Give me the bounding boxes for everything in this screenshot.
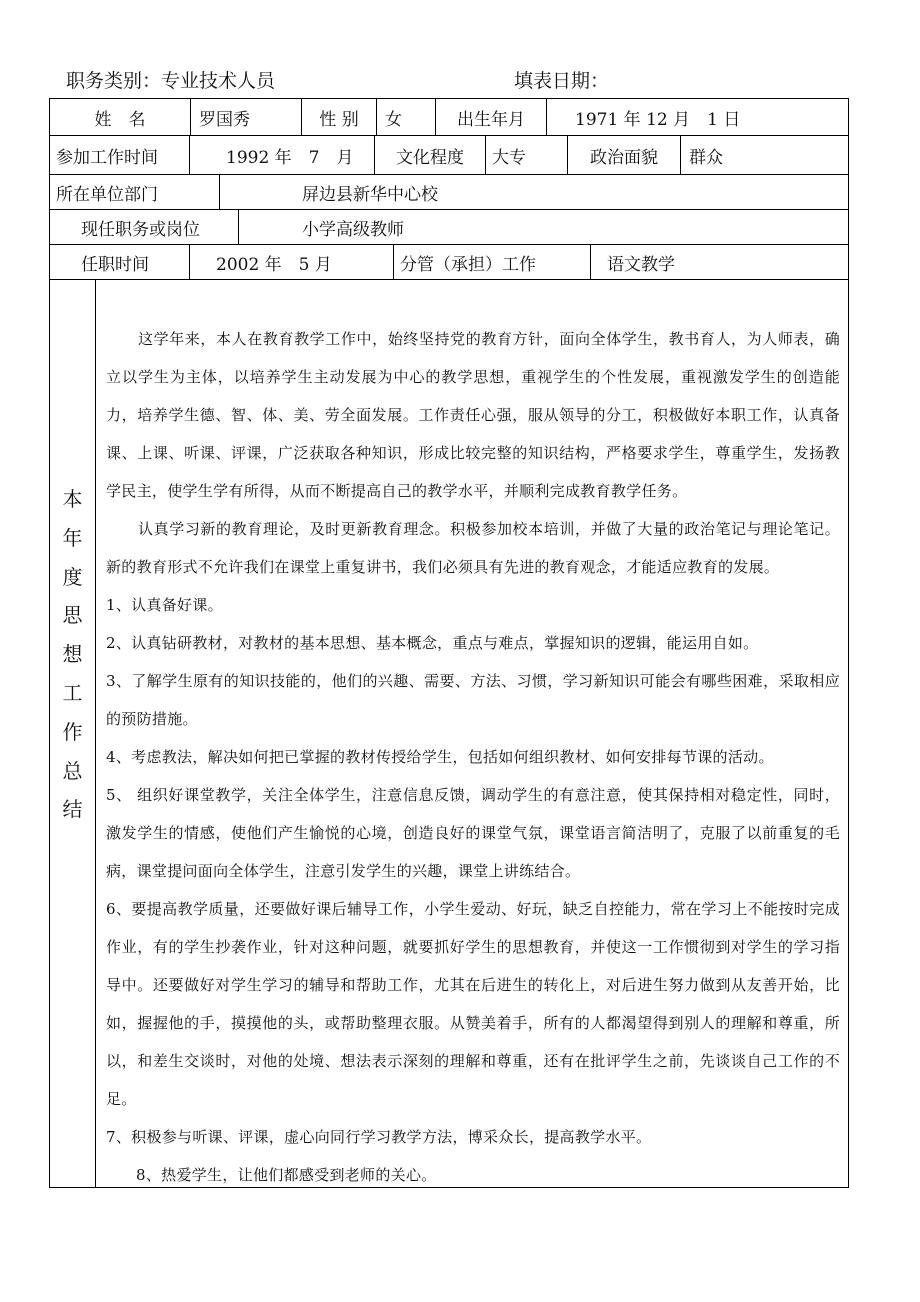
position-label: 现任职务或岗位 [50, 210, 239, 244]
annual-summary-section [50, 280, 848, 1187]
department-value: 屏边县新华中心校 [302, 184, 438, 205]
birth-label: 出生年月 [436, 99, 547, 135]
gender-value: 女 [377, 99, 436, 135]
politics-label: 政治面貌 [568, 136, 681, 174]
row-work [50, 136, 848, 175]
tenure-value: 2002 年 5 月 [190, 245, 394, 279]
summary-item: 1、认真备好课。 [106, 596, 223, 614]
gender-label: 性 别 [302, 99, 377, 135]
summary-paragraph: 这学年来，本人在教育教学工作中，始终坚持党的教育方针，面向全体学生，教书育人，为人师表，确立以学生为主体，以培养学生主动发展为中心的教学思想，重视学生的个性发展，重视激发学生的创造能力，培养学生德、智、体、美、劳全面发展。工作责任心强，服从领导的分工，积极做好本职工作，认真备课、上课、听课、评课，广泛获取各种知识，形成比较完整的知识结构，严格要求学生，尊重学生，发扬教学民主，使学生学有所得，从而不断提高自己的教学水平，并顺利完成教育教学任务。 [106, 330, 840, 500]
education-label: 文化程度 [375, 136, 486, 174]
name-value: 罗国秀 [191, 99, 302, 135]
row-position [50, 210, 848, 245]
summary-side-column [50, 280, 96, 1187]
fill-date-label: 填表日期： [514, 70, 610, 92]
row-tenure [50, 245, 848, 280]
work-start-value: 1992 年 7 月 [190, 136, 375, 174]
position-value: 小学高级教师 [302, 219, 404, 240]
summary-content [96, 320, 848, 1194]
summary-item: 7、积极参与听课、评课，虚心向同行学习教学方法，博采众长，提高教学水平。 [106, 1128, 652, 1146]
row-personal [50, 99, 848, 136]
form-header [66, 66, 860, 94]
summary-title: 本 年 度 思 想 工 作 总 结 [62, 487, 83, 822]
birth-value: 1971 年 12 月 1 日 [575, 109, 741, 130]
politics-value: 群众 [689, 147, 723, 168]
summary-item: 5、 组织好课堂教学，关注全体学生，注意信息反馈，调动学生的有意注意，使其保持相对稳定性，同时，激发学生的情感，使他们产生愉悦的心境，创造良好的课堂气氛，课堂语言简洁明了，克服了以前重复的毛病，课堂提问面向全体学生，注意引发学生的兴趣，课堂上讲练结合。 [106, 786, 840, 880]
job-category: 职务类别：专业技术人员 [66, 70, 276, 92]
duty-value: 语文教学 [607, 254, 675, 275]
summary-item: 3、了解学生原有的知识技能的，他们的兴趣、需要、方法、习惯，学习新知识可能会有哪些困难，采取相应的预防措施。 [106, 672, 840, 728]
education-value: 大专 [486, 136, 568, 174]
summary-item: 6、要提高教学质量，还要做好课后辅导工作，小学生爱动、好玩，缺乏自控能力，常在学习上不能按时完成作业，有的学生抄袭作业，针对这种问题，就要抓好学生的思想教育，并使这一工作惯彻到对学生的学习指导中。还要做好对学生学习的辅导和帮助工作，尤其在后进生的转化上，对后进生努力做到从友善开始，比如，握握他的手，摸摸他的头，或帮助整理衣服。从赞美着手，所有的人都渴望得到别人的理解和尊重，所以，和差生交谈时，对他的处境、想法表示深刻的理解和尊重，还有在批评学生之前，先谈谈自己工作的不足。 [106, 900, 840, 1108]
duty-label: 分管（承担）工作 [394, 245, 591, 279]
summary-item: 4、考虑教法，解决如何把已掌握的教材传授给学生，包括如何组织教材、如何安排每节课的活动。 [106, 748, 774, 766]
tenure-label: 任职时间 [50, 245, 190, 279]
summary-item: 8、热爱学生，让他们都感受到老师的关心。 [136, 1166, 437, 1184]
summary-paragraph: 认真学习新的教育理论，及时更新教育理念。积极参加校本培训，并做了大量的政治笔记与理论笔记。新的教育形式不允许我们在课堂上重复讲书，我们必须具有先进的教育观念，才能适应教育的发展。 [106, 520, 840, 576]
summary-item: 2、认真钻研教材，对教材的基本思想、基本概念，重点与难点，掌握知识的逻辑，能运用自如。 [106, 634, 759, 652]
row-department [50, 175, 848, 210]
evaluation-form [49, 98, 849, 1188]
department-label: 所在单位部门 [50, 175, 220, 209]
name-label: 姓 名 [50, 99, 191, 135]
work-start-label: 参加工作时间 [50, 136, 190, 174]
